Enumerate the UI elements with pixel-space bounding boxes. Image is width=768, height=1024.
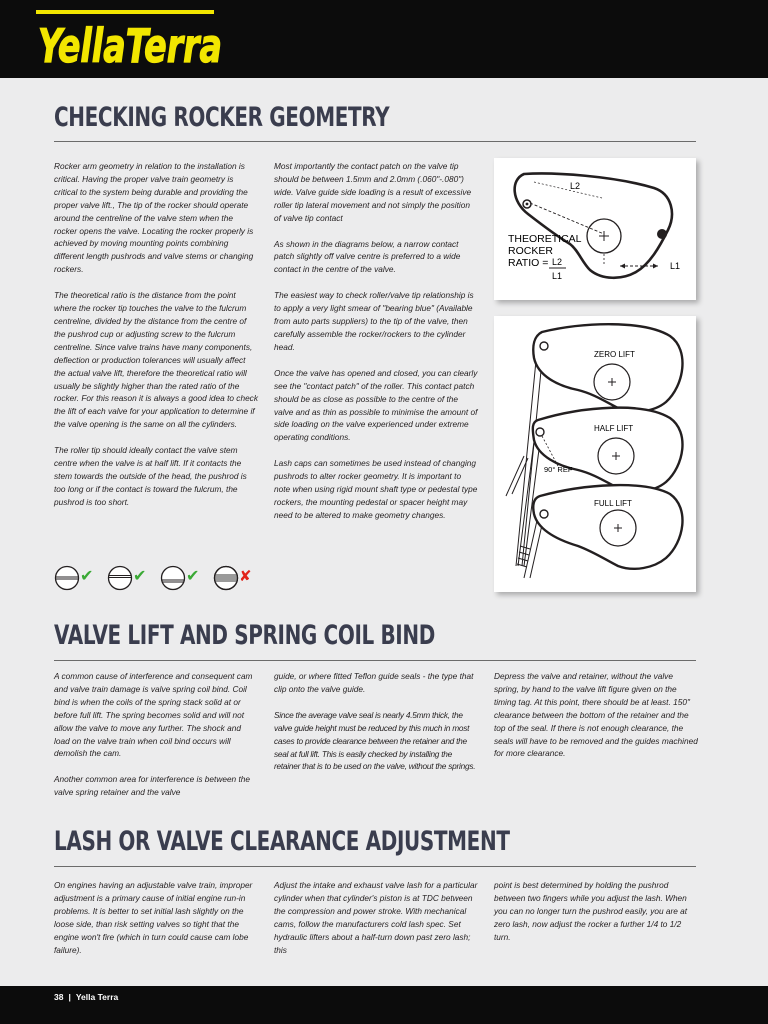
rocker-col2 bbox=[274, 160, 479, 522]
paragraph: guide, or where fitted Teflon guide seals - the type that clip onto the valve guide. bbox=[274, 671, 474, 694]
page-number: 38 bbox=[54, 992, 64, 1002]
yellaterra-logo bbox=[32, 6, 232, 74]
contact-patch-bad-icon bbox=[215, 567, 252, 590]
logo-wordmark: YellaTerra bbox=[38, 19, 222, 73]
check-icon: ✔ bbox=[186, 566, 200, 585]
paragraph: The theoretical ratio is the distance from the point where the rocker tip touches the valve to the fulcrum centreline, divided by the distance from the centre of the pushrod cup or adjusting screw to the fulcrum centreline. Since valve trains have many components, deflection or production tolerances will usually affect the actual valve lift, therefore the theoretical ratio will usually be slightly higher than the rated ratio of the rocker. For this reason it is always a good idea to check the lift of each valve for your application to determine if the valve opening is the same on all the cylinders. bbox=[54, 290, 258, 430]
valve-col2 bbox=[274, 670, 479, 773]
ratio-denominator: L1 bbox=[552, 271, 563, 281]
half-lift-label: HALF LIFT bbox=[594, 424, 634, 433]
paragraph: As shown in the diagrams below, a narrow contact patch slightly off valve centre is preferred to a wide contact in the centre of the valve. bbox=[274, 238, 461, 275]
section-title-valve-lift: VALVE LIFT AND SPRING COIL BIND bbox=[54, 620, 435, 651]
footer bbox=[54, 992, 118, 1002]
section-title-rocker-geometry: CHECKING ROCKER GEOMETRY bbox=[54, 102, 390, 133]
footer-separator: | bbox=[68, 992, 71, 1002]
ratio-label-line2: ROCKER bbox=[508, 245, 553, 257]
paragraph: point is best determined by holding the pushrod between two fingers while you adjust the lash. When you can no longer turn the pushrod easily, you are at zero lash, now adjust the rocker a further 1/4 to 1/2 turn. bbox=[494, 880, 688, 942]
paragraph: Depress the valve and retainer, without the valve spring, by hand to the valve lift figure given on the timing tag. At this point, there should be at least. 150" clearance between the bottom of the retainer and the top of the seal. If there is not enough clearance, the seals will have to be removed and the guides machined for more clearance. bbox=[494, 671, 698, 759]
rocker-zero-lift bbox=[533, 324, 682, 411]
ref-angle-label: 90° REF bbox=[544, 465, 573, 474]
paragraph: Rocker arm geometry in relation to the installation is critical. Having the proper valve train geometry is critical to the system being durable and providing the proper valve lift., The tip of the rocker should operate around the centreline of the valve stem when the rocker opens the valve. Locating the rocker properly is achieved by moving mounting points combining different length pushrods and valve stems or changing rockers. bbox=[54, 161, 254, 275]
contact-patch-ok-icon bbox=[56, 566, 94, 590]
check-icon: ✔ bbox=[80, 566, 94, 585]
ratio-label-line3: RATIO = bbox=[508, 257, 549, 269]
zero-lift-label: ZERO LIFT bbox=[594, 350, 635, 359]
contact-patch-indicators bbox=[53, 563, 293, 593]
rocker-col1 bbox=[54, 160, 258, 509]
paragraph: The roller tip should ideally contact the valve stem centre when the valve is at half lift. If it contacts the stem towards the outside of the head, the pushrod is too long or if the contact is toward the fulcrum, the pushrod is too short. bbox=[54, 445, 247, 507]
paragraph: Once the valve has opened and closed, you can clearly see the "contact patch" of the roller. This contact patch should be as close as possible to the centre of the valve and as thin as possible to minimise the amount of side loading on the valve experienced under extreme operating conditions. bbox=[274, 367, 478, 443]
ratio-label-line1: THEORETICAL bbox=[508, 233, 582, 245]
contact-patch-ok-icon bbox=[162, 566, 200, 590]
section-divider bbox=[54, 866, 696, 867]
paragraph: Most importantly the contact patch on the valve tip should be between 1.5mm and 2.0mm (.060"-.080") wide. Valve guide side loading is a result of excessive roller tip lateral movement and not simply the position of valve tip contact bbox=[274, 161, 472, 223]
l1-label: L1 bbox=[670, 261, 681, 271]
paragraph: Another common area for interference is between the valve spring retainer and the valve bbox=[54, 774, 251, 798]
figure-lift-positions bbox=[494, 316, 696, 592]
figure-rocker-ratio bbox=[494, 158, 696, 300]
lash-col2 bbox=[274, 879, 479, 956]
paragraph: Lash caps can sometimes be used instead of changing pushrods to alter rocker geometry. It is important to note when using rigid mount shaft type or pedestal type rockers, the mounting pedestal or spacer height may need to be altered to make geometry changes. bbox=[274, 458, 478, 520]
l2-label: L2 bbox=[570, 181, 581, 191]
section-divider bbox=[54, 660, 696, 661]
ratio-numerator: L2 bbox=[552, 257, 563, 267]
lash-col1 bbox=[54, 879, 258, 956]
section-divider bbox=[54, 141, 696, 142]
paragraph: On engines having an adjustable valve train, improper adjustment is a primary cause of initial engine run-in problems. It is better to set initial lash slightly on the loose side, than risk setting valves so tight that the engine won't fire (which in turn could cause cam lobe failure). bbox=[54, 880, 253, 955]
contact-patch-ok-icon bbox=[109, 566, 147, 590]
rocker-half-lift bbox=[533, 408, 683, 492]
valve-col1 bbox=[54, 670, 258, 799]
valve-col3 bbox=[494, 670, 698, 760]
paragraph: Adjust the intake and exhaust valve lash for a particular cylinder when that cylinder's piston is at TDC between the compression and power stroke. With mechanical cams, follow the manufacturers cold lash spec. Set hydraulic lifters about a half-turn down past zero lash; this bbox=[274, 880, 478, 955]
footer-brand: Yella Terra bbox=[75, 992, 119, 1002]
header-bar bbox=[0, 0, 768, 78]
section-title-lash-adjustment: LASH OR VALVE CLEARANCE ADJUSTMENT bbox=[54, 826, 510, 857]
cross-icon: ✘ bbox=[239, 567, 252, 585]
rocker-full-lift bbox=[533, 485, 682, 569]
full-lift-label: FULL LIFT bbox=[594, 499, 632, 508]
paragraph: Since the average valve seal is nearly 4.5mm thick, the valve guide height must be reduced by this much in most cases to provide clearance between the retainer and the seal at full lift. This is easily checked by installing the retainer that is to be used on the valve, without the springs. bbox=[274, 709, 476, 772]
paragraph: The easiest way to check roller/valve tip relationship is to apply a very light smear of "bearing blue" (Available from auto parts suppliers) to the tip of the valve, then carefully assemble the rocker/rockers to the cylinder head. bbox=[274, 290, 474, 352]
check-icon: ✔ bbox=[133, 566, 147, 585]
paragraph: A common cause of interference and consequent cam and valve train damage is valve spring coil bind. Coil bind is when the coils of the spring stack solid at or before full lift. The spring becomes solid and will not allow the valve to move any further. The shock and load on the valve train when coil bind occurs will demolish the cam. bbox=[54, 671, 253, 759]
lash-col3 bbox=[494, 879, 698, 944]
